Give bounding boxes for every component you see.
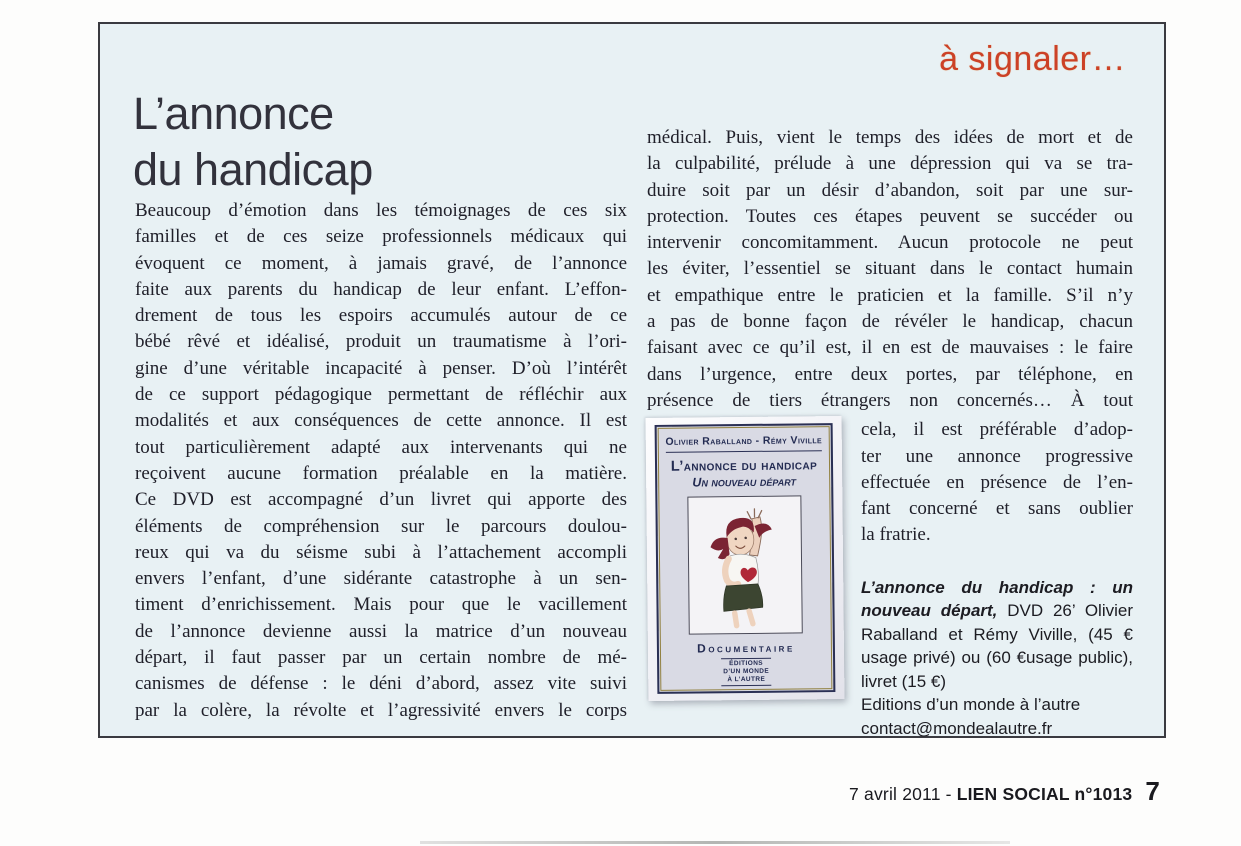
text-line: médical. Puis, vient le temps des idées de mort et de <box>647 127 1133 148</box>
text-line: tout particulièrement adapté aux intervenants qui ne <box>135 436 627 458</box>
text-line: protection. Toutes ces étapes peuvent se succéder ou <box>647 205 1133 227</box>
publisher-imprint <box>721 658 771 687</box>
text-line: cela, il est préférable d’adop- <box>861 419 1133 441</box>
text-line: Beaucoup d’émotion dans les témoignages de ces six <box>135 200 627 221</box>
text-line: envers l’enfant, d’une sidérante catastrophe à un sen- <box>135 568 627 590</box>
text-line: intervenir concomitamment. Aucun protocole ne peut <box>647 232 1133 254</box>
publisher-line: D’UN MONDE <box>723 668 770 676</box>
article-title <box>133 86 373 198</box>
text-line: drement de tous les espoirs accumulés autour de ce <box>135 305 627 327</box>
dvd-authors: Olivier Raballand - Rémy Viville <box>665 434 822 453</box>
text-line: duire soit par un désir d’abandon, soit par une sur- <box>647 179 1133 201</box>
text-line: gine d’une véritable incapacité à penser. D’où l’intérêt <box>135 357 627 379</box>
girl-illustration <box>687 496 802 635</box>
page-number: 7 <box>1145 776 1160 806</box>
caption-title: L’annonce du handicap : un nouveau départ, <box>861 577 1133 621</box>
page-footer <box>849 776 1160 807</box>
publisher-line: ÉDITIONS <box>729 660 764 668</box>
article-title-line2: du handicap <box>133 144 373 195</box>
footer-date: 7 avril 2011 - <box>849 784 952 804</box>
text-line: les éviter, l’essentiel se situant dans le contact humain <box>647 258 1133 280</box>
text-line: de l’annonce devienne aussi la matrice d’un nouveau <box>135 620 627 642</box>
text-line: la culpabilité, prélude à une dépression qui va se tra- <box>647 153 1133 175</box>
caption-credit: Editions d’un monde à l’autre <box>861 695 1081 715</box>
section-flag: à signaler… <box>939 40 1126 78</box>
text-line: présence de tiers étrangers non concernés… À tout <box>647 389 1133 411</box>
text-line: effectuée en présence de l’en- <box>861 471 1133 493</box>
text-line: fant concerné et sans oublier <box>861 498 1133 520</box>
text-line: bébé rêvé et idéalisé, produit un traumatisme à l’ori- <box>135 331 627 353</box>
text-line: de ce support pédagogique permettant de réfléchir aux <box>135 384 627 406</box>
dvd-title: L’annonce du handicap <box>670 457 818 476</box>
text-line: timent d’enrichissement. Mais pour que le vacillement <box>135 594 627 616</box>
wrap-text-column <box>843 417 1133 740</box>
scan-artifact <box>420 841 1010 844</box>
text-line: par la colère, la révolte et l’agressivité envers le corps <box>135 699 627 721</box>
dvd-cover <box>655 423 836 694</box>
publisher-line: À L’AUTRE <box>727 676 766 684</box>
text-line: ter une annonce progressive <box>861 445 1133 467</box>
dvd-subtitle: Un nouveau départ <box>692 474 797 490</box>
text-line: canismes de défense : le déni d’abord, assez vite suivi <box>135 673 627 695</box>
right-column <box>647 125 1133 740</box>
text-line: reçoivent aucune formation préalable en la matière. <box>135 462 627 484</box>
text-line: faisant avec ce qu’il est, il en est de mauvaises : le faire <box>647 337 1133 359</box>
article-title-line1: L’annonce <box>133 88 334 139</box>
girl-drawing-icon <box>691 499 798 632</box>
text-line: la fratrie. <box>861 524 931 546</box>
text-line: et empathique entre le praticien et la famille. S’il n’y <box>647 284 1133 306</box>
text-line: familles et de ces seize professionnels médicaux qui <box>135 226 627 248</box>
article-panel <box>98 22 1166 738</box>
dvd-genre: Documentaire <box>697 640 795 656</box>
text-line: modalités et aux conséquences de cette annonce. Il est <box>135 410 627 432</box>
text-line: dans l’urgence, entre deux portes, par téléphone, en <box>647 363 1133 385</box>
dvd-cover-photo <box>646 416 845 701</box>
left-column <box>135 198 627 724</box>
text-line: a pas de bonne façon de révéler le handicap, chacun <box>647 311 1133 333</box>
text-line: évoquent ce moment, à jamais gravé, de l’annonce <box>135 252 627 274</box>
text-line: Ce DVD est accompagné d’un livret qui apporte des <box>135 489 627 511</box>
review-caption <box>861 576 1133 694</box>
text-line: départ, il faut passer par un certain nombre de mé- <box>135 647 627 669</box>
footer-journal-title: LIEN SOCIAL n°1013 <box>956 784 1133 804</box>
caption-email: contact@mondealautre.fr <box>861 718 1053 738</box>
text-line: éléments de compréhension sur le parcours doulou- <box>135 515 627 537</box>
text-line: faite aux parents du handicap de leur enfant. L’effon- <box>135 278 627 300</box>
caption-details: DVD 26’ Olivier Raballand et Rémy Viville, (45 € usage privé) ou (60 €usage public), livret (15 €) <box>861 601 1133 691</box>
text-line: reux qui va du séisme subi à l’attachement accompli <box>135 541 627 563</box>
